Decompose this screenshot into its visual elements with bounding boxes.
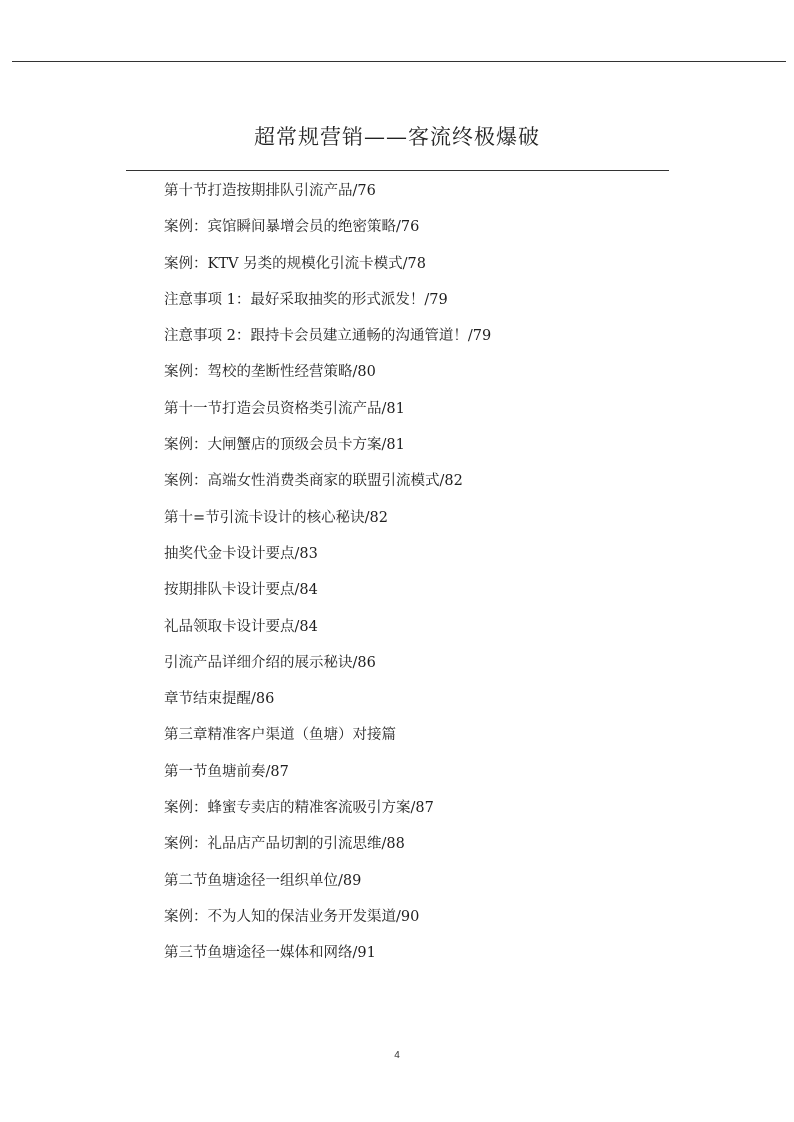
toc-entry: 案例：礼品店产品切割的引流思维/88: [164, 836, 405, 853]
toc-entry: 第三章精准客户渠道（鱼塘）对接篇: [164, 727, 396, 744]
title-underline: [126, 170, 669, 171]
toc-entry: 案例：驾校的垄断性经营策略/80: [164, 364, 376, 381]
toc-entry: 第一节鱼塘前奏/87: [164, 763, 289, 780]
toc-entry: 第十一节打造会员资格类引流产品/81: [164, 400, 405, 417]
toc-entry: 案例：不为人知的保洁业务开发渠道/90: [164, 908, 420, 925]
toc-entry: 案例：KTV 另类的规模化引流卡模式/78: [164, 255, 426, 272]
toc-entry: 按期排队卡设计要点/84: [164, 582, 318, 599]
document-title: 超常规营销——客流终极爆破: [254, 125, 540, 149]
page-number: 4: [394, 1050, 400, 1061]
header-rule: [12, 61, 786, 62]
toc-entry: 第二节鱼塘途径一组织单位/89: [164, 872, 362, 889]
toc-entry: 抽奖代金卡设计要点/83: [164, 545, 318, 562]
toc-entry: 案例：蜂蜜专卖店的精准客流吸引方案/87: [164, 800, 434, 817]
toc-entry: 案例：大闸蟹店的顶级会员卡方案/81: [164, 437, 405, 454]
toc-entry: 第十=节引流卡设计的核心秘诀/82: [164, 509, 388, 526]
table-of-contents: [164, 178, 684, 977]
toc-entry: 引流产品详细介绍的展示秘诀/86: [164, 654, 376, 671]
toc-entry: 章节结束提醒/86: [164, 691, 275, 708]
toc-entry: 礼品领取卡设计要点/84: [164, 618, 318, 635]
toc-entry: 案例：宾馆瞬间暴增会员的绝密策略/76: [164, 219, 420, 236]
toc-entry: 注意事项 1：最好采取抽奖的形式派发！/79: [164, 291, 448, 308]
toc-entry: 注意事项 2：跟持卡会员建立通畅的沟通管道！/79: [164, 328, 492, 345]
toc-entry: 案例：高端女性消费类商家的联盟引流模式/82: [164, 473, 463, 490]
toc-entry: 第三节鱼塘途径一媒体和网络/91: [164, 945, 376, 962]
toc-entry: 第十节打造按期排队引流产品/76: [164, 183, 376, 199]
